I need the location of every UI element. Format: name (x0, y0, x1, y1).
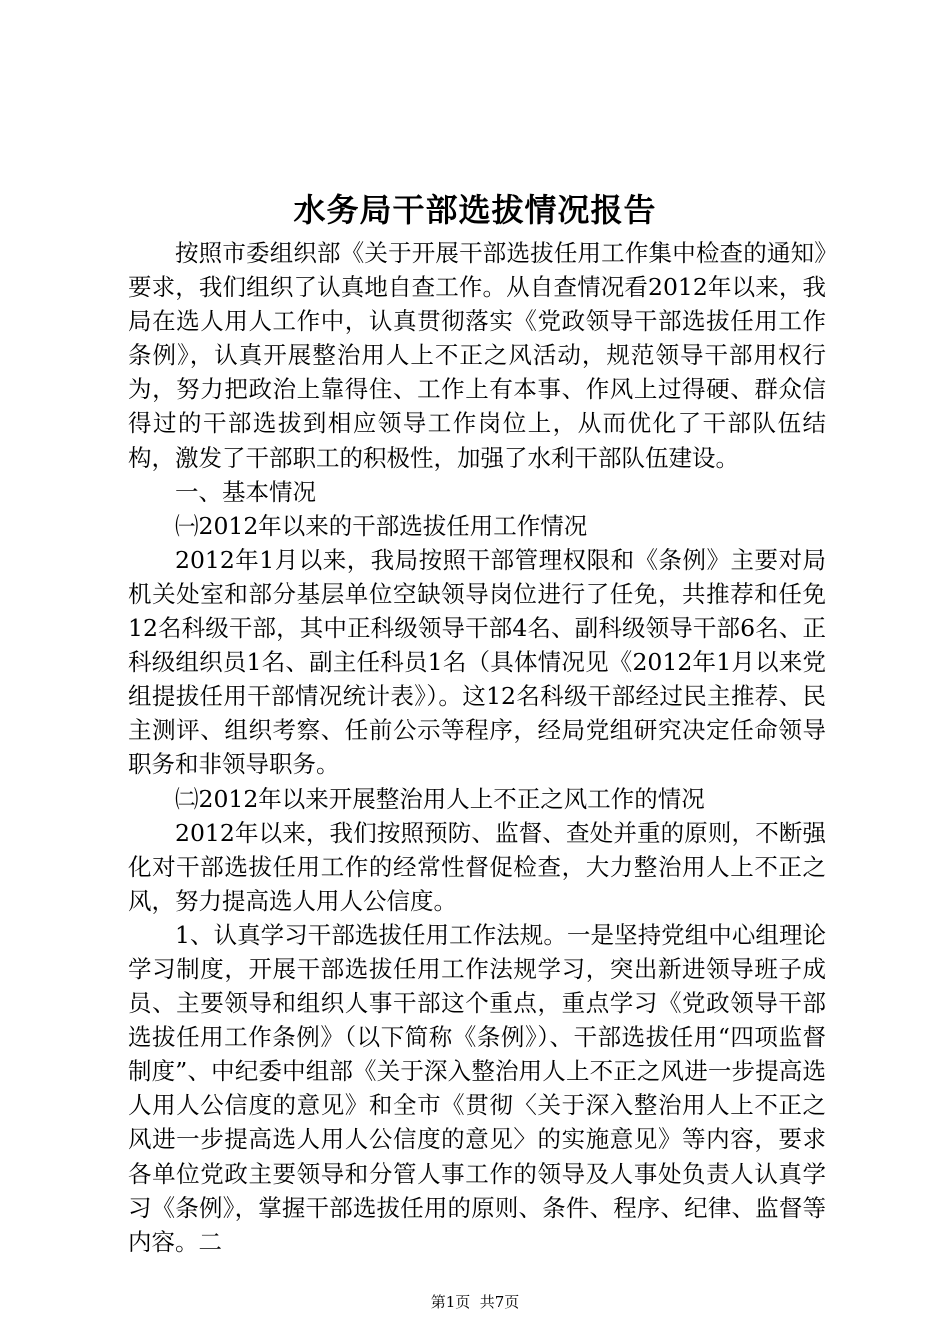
document-body (128, 236, 826, 1259)
subsection-heading-1: ㈠2012年以来的干部选拔任用工作情况 (175, 511, 588, 540)
paragraph-study-regulations: 1、认真学习干部选拔任用工作法规。一是坚持党组中心组理论学习制度，开展干部选拔任用工作法规学习，突出新进领导班子成员、主要领导和组织人事干部这个重点，重点学习《党政领导干部选拔任用工作条例》（以下简称《条例》）、干部选拔任用“四项监督制度”、中纪委中组部《关于深入整治用人上不正之风进一步提高选人用人公信度的意见》和全市《贯彻〈关于深入整治用人上不正之风进一步提高选人用人公信度的意见〉的实施意见》等内容，要求各单位党政主要领导和分管人事工作的领导及人事处负责人认真学习《条例》，掌握干部选拔任用的原则、条件、程序、纪律、监督等内容。二 (128, 920, 826, 1256)
paragraph-appointments: 2012年1月以来，我局按照干部管理权限和《条例》主要对局机关处室和部分基层单位空缺领导岗位进行了任免，共推荐和任免12名科级干部，其中正科级领导干部4名、副科级领导干部6名、正科级组织员1名、副主任科员1名（具体情况见《2012年1月以来党组提拔任用干部情况统计表》）。这12名科级干部经过民主推荐、民主测评、组织考察、任前公示等程序，经局党组研究决定任命领导职务和非领导职务。 (128, 545, 826, 779)
subsection-heading-2: ㈡2012年以来开展整治用人上不正之风工作的情况 (175, 784, 705, 813)
document-title: 水务局干部选拔情况报告 (293, 191, 657, 229)
paragraph-intro: 按照市委组织部《关于开展干部选拔任用工作集中检查的通知》要求，我们组织了认真地自查工作。从自查情况看2012年以来，我局在选人用人工作中，认真贯彻落实《党政领导干部选拔任用工作条例》，认真开展整治用人上不正之风活动，规范领导干部用权行为，努力把政治上靠得住、工作上有本事、作风上过得硬、群众信得过的干部选拔到相应领导工作岗位上，从而优化了干部队伍结构，激发了干部职工的积极性，加强了水利干部队伍建设。 (128, 239, 826, 472)
paragraph-rectification: 2012年以来，我们按照预防、监督、查处并重的原则，不断强化对干部选拔任用工作的经常性督促检查，大力整治用人上不正之风，努力提高选人用人公信度。 (128, 818, 826, 915)
page-number: 第1页 共7页 (430, 1293, 520, 1311)
page-footer (0, 1292, 950, 1312)
section-heading-basic: 一、基本情况 (175, 477, 316, 506)
